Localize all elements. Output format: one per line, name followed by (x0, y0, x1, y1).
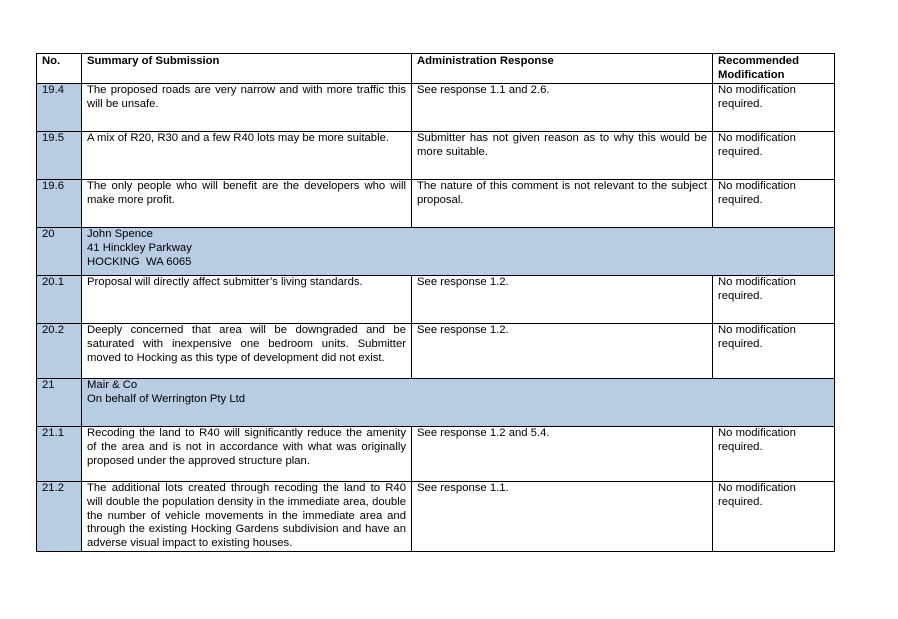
row-number: 21.2 (37, 482, 82, 552)
submitter-row (37, 379, 835, 427)
modification-cell: No modification required. (713, 84, 835, 132)
summary-cell: Recoding the land to R40 will significantly reduce the amenity of the area and is not in accordance with what was originally proposed under the approved structure plan. (82, 427, 412, 482)
table-row (37, 324, 835, 379)
submitter-behalf: On behalf of Werrington Pty Ltd (87, 392, 246, 405)
row-number: 21.1 (37, 427, 82, 482)
response-cell: See response 1.2 and 5.4. (412, 427, 713, 482)
summary-cell: Deeply concerned that area will be downgraded and be saturated with inexpensive one bedroom units. Submitter moved to Hocking as this type of development did not exist. (82, 324, 412, 379)
submissions-table (36, 53, 835, 552)
submitter-number: 20 (37, 228, 82, 276)
modification-cell: No modification required. (713, 482, 835, 552)
header-no: No. (37, 54, 82, 84)
response-cell: See response 1.1 and 2.6. (412, 84, 713, 132)
header-response: Administration Response (412, 54, 713, 84)
header-modification (713, 54, 835, 84)
submitter-name: Mair & Co (87, 379, 138, 391)
response-cell: See response 1.1. (412, 482, 713, 552)
header-summary: Summary of Submission (82, 54, 412, 84)
modification-cell: No modification required. (713, 276, 835, 324)
table-row (37, 132, 835, 180)
table-row (37, 180, 835, 228)
modification-cell: No modification required. (713, 132, 835, 180)
table-row (37, 482, 835, 552)
row-number: 19.4 (37, 84, 82, 132)
submitter-number: 21 (37, 379, 82, 427)
response-cell: Submitter has not given reason as to why this would be more suitable. (412, 132, 713, 180)
submitter-row (37, 228, 835, 276)
table-row (37, 276, 835, 324)
submitter-suburb: HOCKING WA 6065 (87, 255, 192, 268)
header-modification-line2: Modification (718, 68, 785, 81)
summary-cell: The proposed roads are very narrow and with more traffic this will be unsafe. (82, 84, 412, 132)
summary-cell: Proposal will directly affect submitter’s living standards. (82, 276, 412, 324)
row-number: 19.6 (37, 180, 82, 228)
submitter-address: 41 Hinckley Parkway (87, 241, 192, 254)
row-number: 20.2 (37, 324, 82, 379)
submitter-details (82, 379, 835, 427)
header-modification-line1: Recommended (718, 55, 799, 67)
table-row (37, 84, 835, 132)
modification-cell: No modification required. (713, 324, 835, 379)
row-number: 20.1 (37, 276, 82, 324)
modification-cell: No modification required. (713, 180, 835, 228)
header-row (37, 54, 835, 84)
summary-cell: A mix of R20, R30 and a few R40 lots may be more suitable. (82, 132, 412, 180)
row-number: 19.5 (37, 132, 82, 180)
modification-cell: No modification required. (713, 427, 835, 482)
response-cell: See response 1.2. (412, 276, 713, 324)
response-cell: The nature of this comment is not relevant to the subject proposal. (412, 180, 713, 228)
submitter-name: John Spence (87, 228, 153, 240)
response-cell: See response 1.2. (412, 324, 713, 379)
submitter-details (82, 228, 835, 276)
table-row (37, 427, 835, 482)
summary-cell: The only people who will benefit are the developers who will make more profit. (82, 180, 412, 228)
summary-cell: The additional lots created through recoding the land to R40 will double the population density in the immediate area, double the number of vehicle movements in the immediate area and through the existing Hocking Gardens subdivision and have an adverse visual impact to existing houses. (82, 482, 412, 552)
